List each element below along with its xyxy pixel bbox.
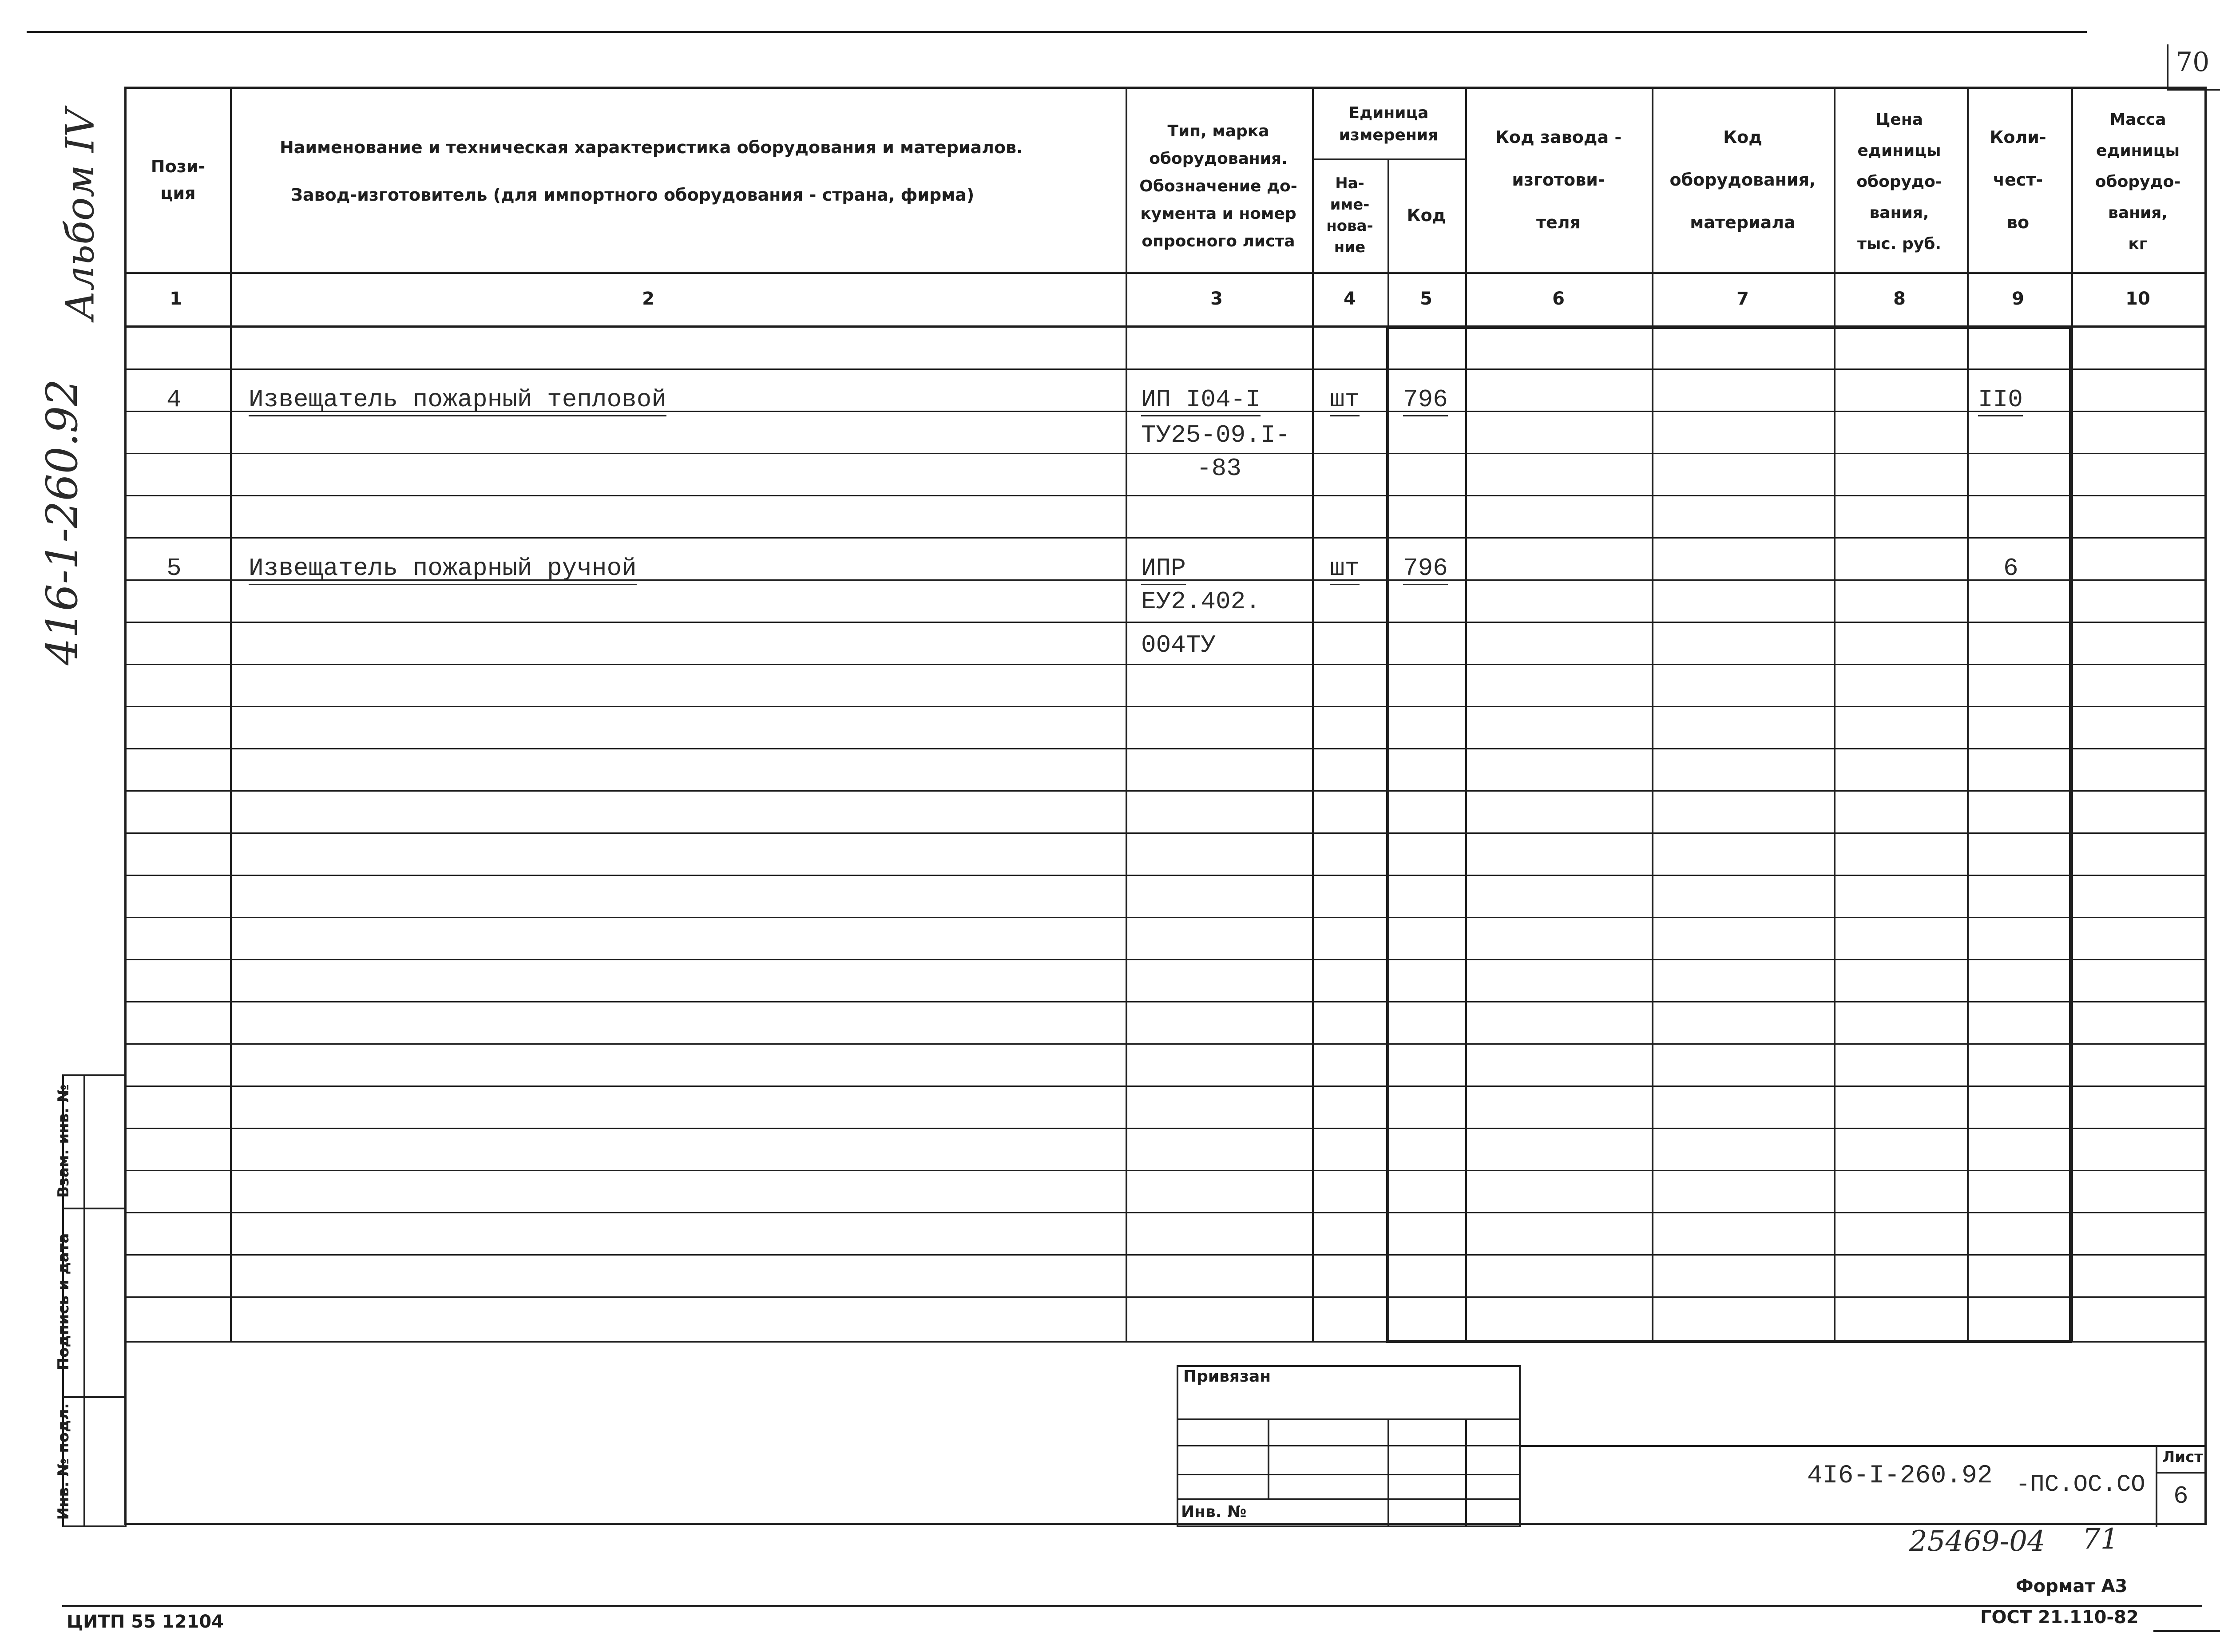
side-stamp-inv-original: Инв. № подл. xyxy=(55,1403,72,1520)
format-label: Формат А3 xyxy=(2016,1576,2128,1597)
row-line xyxy=(124,790,2207,792)
bold-frame-line xyxy=(2069,326,2072,1343)
header-bottom-line xyxy=(124,272,2207,274)
title-block-line xyxy=(1465,1418,1467,1527)
row-unit-code: 796 xyxy=(1403,384,1448,416)
title-block-line xyxy=(1268,1418,1269,1498)
row-line xyxy=(124,1043,2207,1045)
side-stamp-sign-date: Подпись и дата xyxy=(55,1233,72,1371)
row-line xyxy=(124,706,2207,707)
album-label: Альбом IV xyxy=(57,108,103,321)
row-position: 5 xyxy=(166,554,182,582)
sheet-label: Лист xyxy=(2162,1448,2203,1466)
side-stamp-divider xyxy=(83,1074,85,1527)
row-name: Извещатель пожарный тепловой xyxy=(249,384,666,416)
column-line xyxy=(230,87,232,1341)
row-line xyxy=(124,1296,2207,1298)
row-line xyxy=(124,1128,2207,1129)
row-line xyxy=(124,748,2207,749)
column-line xyxy=(1312,87,1314,1341)
header-price: Цена единицы оборудо- вания, тыс. руб. xyxy=(1856,111,1942,253)
column-line xyxy=(1967,87,1969,1341)
column-line xyxy=(1126,87,1127,1341)
column-line xyxy=(1465,87,1467,1341)
row-line xyxy=(124,1001,2207,1002)
column-line xyxy=(1834,87,1835,1341)
album-code-handwritten: 416-1-260.92 xyxy=(37,379,87,666)
side-stamp-divider xyxy=(62,1208,127,1209)
gost-label: ГОСТ 21.110-82 xyxy=(1980,1607,2139,1628)
header-unit-code: Код xyxy=(1407,206,1446,225)
row-line xyxy=(124,1170,2207,1171)
row-name: Извещатель пожарный ручной xyxy=(249,553,637,585)
column-number-10: 10 xyxy=(2125,289,2150,309)
inv-no-label: Инв. № xyxy=(1181,1503,1247,1521)
row-line xyxy=(124,495,2207,496)
header-name-line1: Наименование и техническая характеристика оборудования и материалов. xyxy=(280,138,1023,157)
header-quantity: Коли- чест- во xyxy=(1990,127,2046,232)
column-number-4: 4 xyxy=(1344,289,1356,309)
header-unit-group: Единица измерения xyxy=(1339,104,1439,144)
bold-frame-line xyxy=(1386,1340,2072,1343)
header-mass: Масса единицы оборудо- вания, кг xyxy=(2095,111,2181,253)
column-line xyxy=(1652,87,1653,1341)
document-suffix: -ПС.ОС.СО xyxy=(2016,1471,2145,1498)
row-type-line-1: ИПР xyxy=(1141,553,1186,585)
row-line xyxy=(124,1085,2207,1087)
column-number-7: 7 xyxy=(1736,289,1749,309)
handwritten-number: 25469-04 xyxy=(1909,1525,2046,1558)
header-position: Пози- ция xyxy=(151,157,206,203)
row-line xyxy=(124,664,2207,665)
title-block-line xyxy=(1388,1418,1389,1527)
title-block-line xyxy=(1177,1498,1521,1500)
row-type-line-3: 004ТУ xyxy=(1141,631,1216,659)
row-position: 4 xyxy=(166,385,182,414)
header-unit-name: На- име- нова- ние xyxy=(1326,174,1373,256)
row-type-line-2: ЕУ2.402. xyxy=(1141,587,1261,616)
document-code: 4I6-I-260.92 xyxy=(1807,1462,1993,1490)
row-type-line-1: ИП I04-I xyxy=(1141,384,1261,416)
row-line xyxy=(124,917,2207,918)
row-line xyxy=(124,875,2207,876)
bold-frame-line xyxy=(1386,326,2072,329)
row-line xyxy=(124,622,2207,623)
column-number-5: 5 xyxy=(1420,289,1432,309)
row-quantity: 6 xyxy=(2003,554,2018,582)
row-line xyxy=(124,959,2207,960)
row-line xyxy=(124,368,2207,370)
sheet-value: 6 xyxy=(2173,1482,2188,1510)
row-unit: шт xyxy=(1330,384,1360,416)
header-factory-code: Код завода - изготови- теля xyxy=(1495,127,1622,232)
row-line xyxy=(124,1254,2207,1256)
row-unit-code: 796 xyxy=(1403,553,1448,585)
row-line xyxy=(124,1212,2207,1213)
bottom-rule xyxy=(62,1605,2202,1607)
header-name-line2: Завод-изготовитель (для импортного оборудования - страна, фирма) xyxy=(291,185,975,205)
row-quantity: II0 xyxy=(1978,384,2023,416)
printer-label: ЦИТП 55 12104 xyxy=(67,1612,224,1632)
column-number-8: 8 xyxy=(1893,289,1906,309)
header-equipment-code: Код оборудования, материала xyxy=(1669,127,1816,232)
attached-label: Привязан xyxy=(1183,1367,1271,1386)
handwritten-page: 71 xyxy=(2082,1523,2119,1556)
bold-frame-line xyxy=(1386,326,1389,1343)
title-block-line xyxy=(1177,1474,1521,1475)
side-stamp-replace-inv: Взам. инв. № xyxy=(55,1084,72,1198)
column-number-6: 6 xyxy=(1552,289,1565,309)
title-block-line xyxy=(1177,1418,1521,1420)
row-line xyxy=(124,453,2207,454)
bottom-right-dash xyxy=(2153,1630,2220,1632)
row-line xyxy=(124,832,2207,834)
column-number-3: 3 xyxy=(1210,289,1223,309)
row-line xyxy=(124,537,2207,539)
title-block-top xyxy=(1521,1445,2207,1447)
column-number-1: 1 xyxy=(170,289,182,309)
row-type-line-2: ТУ25-09.I- xyxy=(1141,421,1291,449)
column-number-2: 2 xyxy=(642,289,654,309)
title-block-line xyxy=(1177,1445,1521,1446)
sheet-number-top: 70 xyxy=(2176,47,2210,78)
row-unit: шт xyxy=(1330,553,1360,585)
sheet-cell-divider xyxy=(2156,1472,2207,1474)
row-type-line-3: -83 xyxy=(1197,454,1241,483)
header-type: Тип, марка оборудования. Обозначение до- кумента и номер опросного листа xyxy=(1139,122,1297,250)
top-rule xyxy=(27,31,2087,33)
column-number-9: 9 xyxy=(2012,289,2024,309)
